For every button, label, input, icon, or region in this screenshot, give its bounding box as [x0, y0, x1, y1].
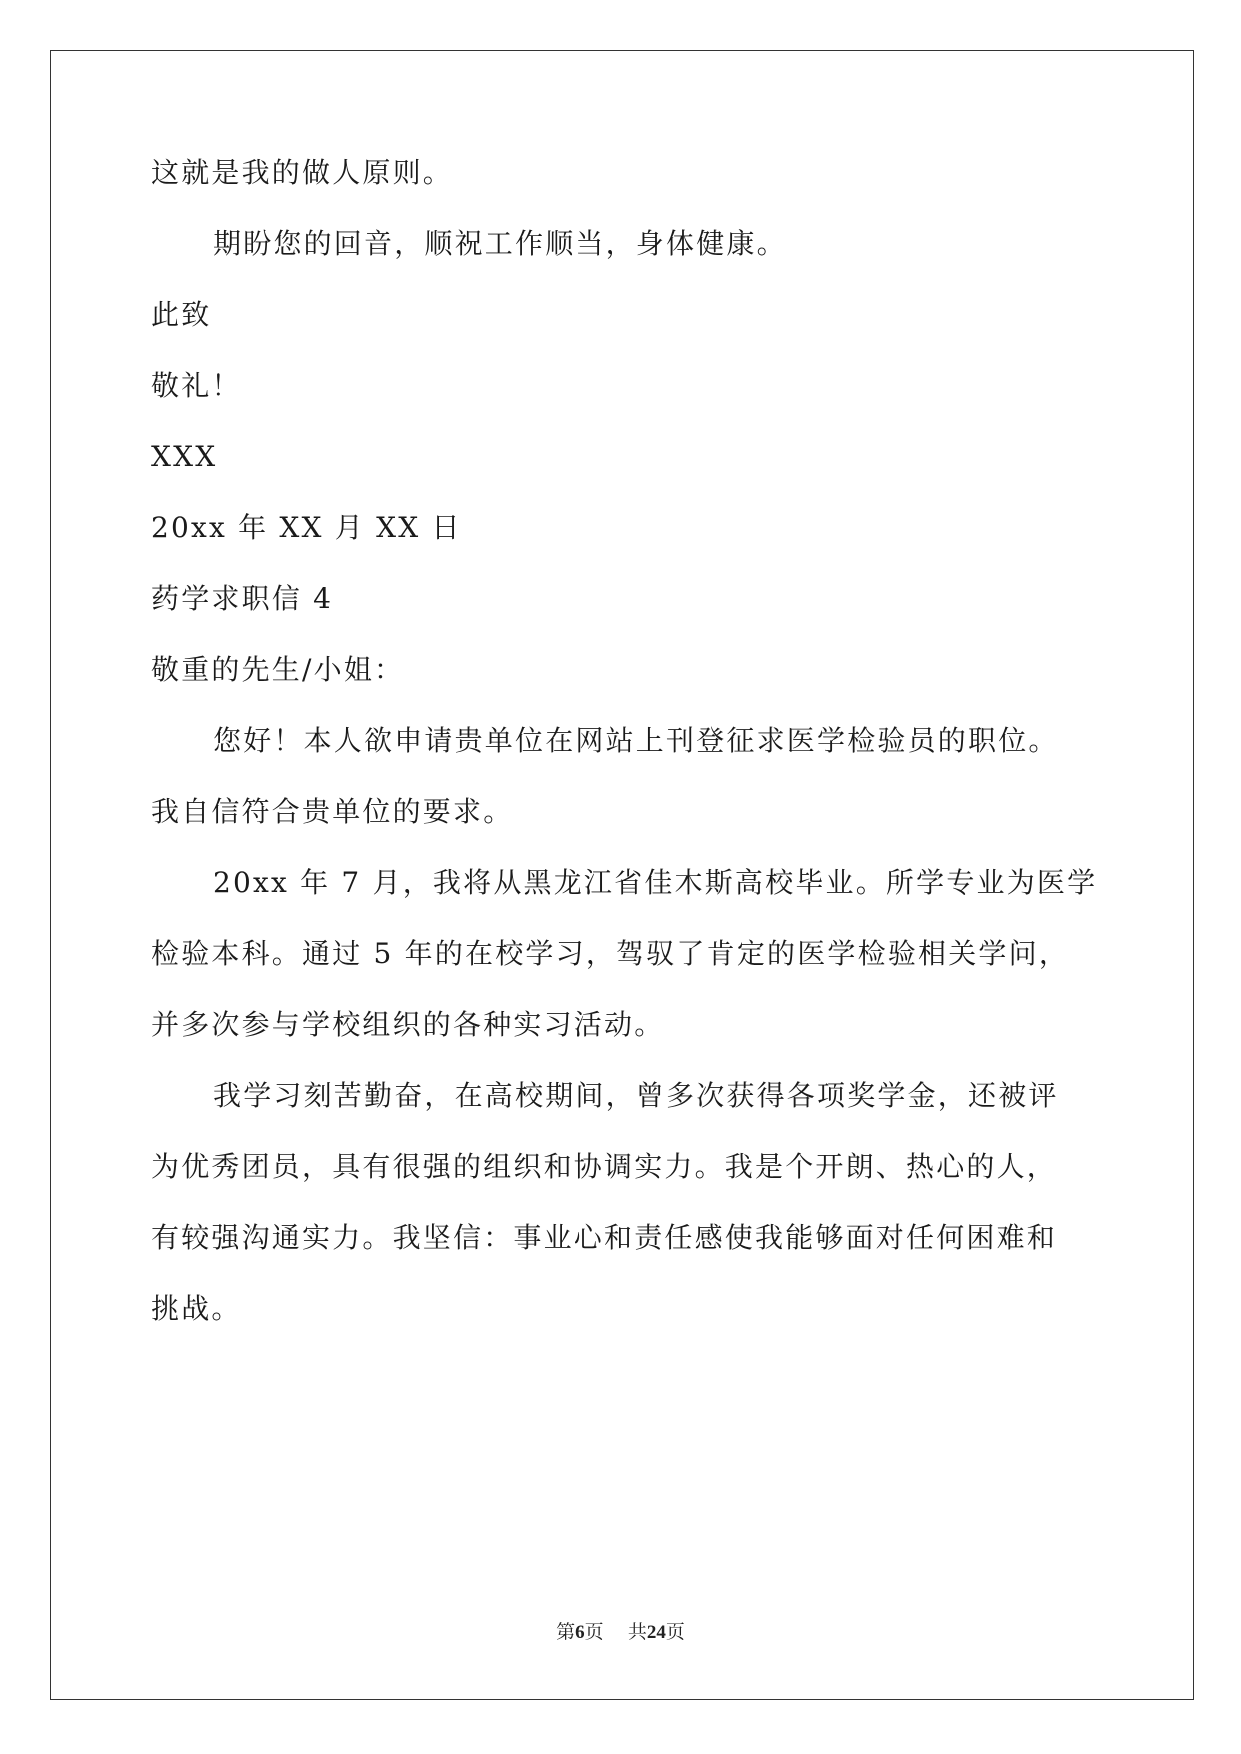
footer-total-prefix: 共 — [627, 1621, 647, 1643]
text-line: 检验本科。通过 5 年的在校学习，驾驭了肯定的医学检验相关学问， — [151, 937, 1070, 970]
date-line: 20xx 年 XX 月 XX 日 — [151, 511, 462, 544]
salutation: 敬重的先生/小姐： — [151, 653, 405, 686]
text-line: 为优秀团员，具有很强的组织和协调实力。我是个开朗、热心的人， — [151, 1150, 1058, 1183]
text-line: 我自信符合贵单位的要求。 — [151, 795, 514, 828]
text-line: XXX — [151, 440, 218, 473]
text-line: 期盼您的回音，顺祝工作顺当，身体健康。 — [213, 227, 787, 260]
section-heading: 药学求职信 4 — [151, 582, 334, 615]
text-line: 敬礼！ — [151, 369, 242, 402]
text-line: 挑战。 — [151, 1292, 242, 1325]
text-line: 您好！本人欲申请贵单位在网站上刊登征求医学检验员的职位。 — [213, 724, 1059, 757]
page-footer — [0, 1620, 1241, 1645]
footer-total-suffix: 页 — [665, 1621, 685, 1643]
text-line: 并多次参与学校组织的各种实习活动。 — [151, 1008, 665, 1041]
footer-prefix: 第 — [556, 1621, 576, 1643]
text-line: 有较强沟通实力。我坚信：事业心和责任感使我能够面对任何困难和 — [151, 1221, 1058, 1254]
footer-page-suffix: 页 — [584, 1621, 604, 1643]
text-line: 20xx 年 7 月，我将从黑龙江省佳木斯高校毕业。所学专业为医学 — [213, 866, 1098, 899]
current-page-number: 6 — [575, 1622, 585, 1643]
text-line: 这就是我的做人原则。 — [151, 156, 454, 189]
text-line: 我学习刻苦勤奋，在高校期间，曾多次获得各项奖学金，还被评 — [213, 1079, 1059, 1112]
text-line: 此致 — [151, 298, 212, 331]
total-pages-number: 24 — [646, 1622, 666, 1643]
